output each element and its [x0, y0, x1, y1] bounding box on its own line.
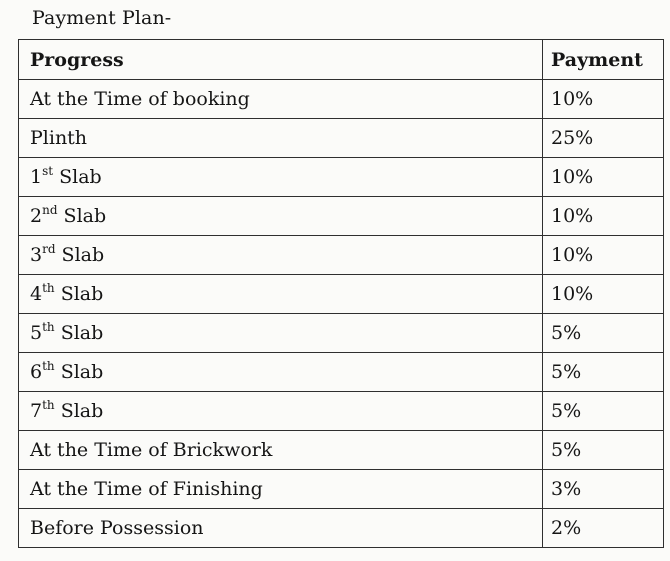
table-row	[19, 197, 664, 236]
payment-cell: 5%	[543, 392, 664, 431]
progress-slab: Slab	[54, 361, 104, 383]
table-row	[19, 353, 664, 392]
table-row	[19, 119, 664, 158]
progress-cell	[19, 80, 543, 119]
payment-plan-table	[18, 39, 664, 548]
payment-cell: 10%	[543, 275, 664, 314]
progress-stage: 3	[30, 244, 43, 266]
ordinal-suffix: nd	[42, 202, 58, 217]
progress-column-header: Progress	[19, 40, 543, 80]
progress-cell	[19, 119, 543, 158]
progress-slab: Slab	[54, 283, 104, 305]
page-title: Payment Plan-	[32, 7, 172, 29]
table-row	[19, 158, 664, 197]
ordinal-suffix: rd	[42, 241, 56, 256]
payment-cell: 5%	[543, 353, 664, 392]
ordinal-suffix: th	[42, 319, 55, 334]
progress-cell	[19, 509, 543, 548]
ordinal-suffix: th	[42, 397, 55, 412]
progress-cell	[19, 353, 543, 392]
payment-cell: 5%	[543, 431, 664, 470]
progress-slab: Slab	[54, 400, 104, 422]
table-row	[19, 470, 664, 509]
table-row	[19, 80, 664, 119]
progress-stage: At the Time of Finishing	[30, 478, 263, 500]
progress-cell	[19, 470, 543, 509]
progress-stage: 7	[30, 400, 43, 422]
payment-cell: 10%	[543, 236, 664, 275]
progress-stage: At the Time of booking	[30, 88, 250, 110]
progress-stage: Plinth	[30, 127, 88, 149]
table-row	[19, 431, 664, 470]
ordinal-suffix: st	[42, 163, 54, 178]
table-row	[19, 509, 664, 548]
ordinal-suffix: th	[42, 358, 55, 373]
payment-cell: 10%	[543, 158, 664, 197]
progress-stage: At the Time of Brickwork	[30, 439, 273, 461]
progress-stage: 4	[30, 283, 43, 305]
table-row	[19, 275, 664, 314]
payment-cell: 10%	[543, 197, 664, 236]
table-row	[19, 314, 664, 353]
payment-cell: 2%	[543, 509, 664, 548]
payment-cell: 5%	[543, 314, 664, 353]
progress-cell	[19, 431, 543, 470]
payment-cell: 3%	[543, 470, 664, 509]
progress-stage: 5	[30, 322, 43, 344]
progress-slab: Slab	[53, 166, 102, 188]
progress-stage: 1	[30, 166, 43, 188]
table-header-row	[19, 40, 664, 80]
payment-cell: 10%	[543, 80, 664, 119]
table-row	[19, 392, 664, 431]
progress-cell	[19, 314, 543, 353]
progress-slab: Slab	[57, 205, 107, 227]
progress-cell	[19, 158, 543, 197]
progress-slab: Slab	[55, 244, 105, 266]
progress-stage: Before Possession	[30, 517, 204, 539]
progress-cell	[19, 392, 543, 431]
payment-column-header: Payment	[543, 40, 664, 80]
ordinal-suffix: th	[42, 280, 55, 295]
progress-cell	[19, 197, 543, 236]
progress-slab: Slab	[54, 322, 104, 344]
table-row	[19, 236, 664, 275]
payment-cell: 25%	[543, 119, 664, 158]
progress-stage: 2	[30, 205, 43, 227]
progress-cell	[19, 275, 543, 314]
progress-stage: 6	[30, 361, 43, 383]
progress-cell	[19, 236, 543, 275]
